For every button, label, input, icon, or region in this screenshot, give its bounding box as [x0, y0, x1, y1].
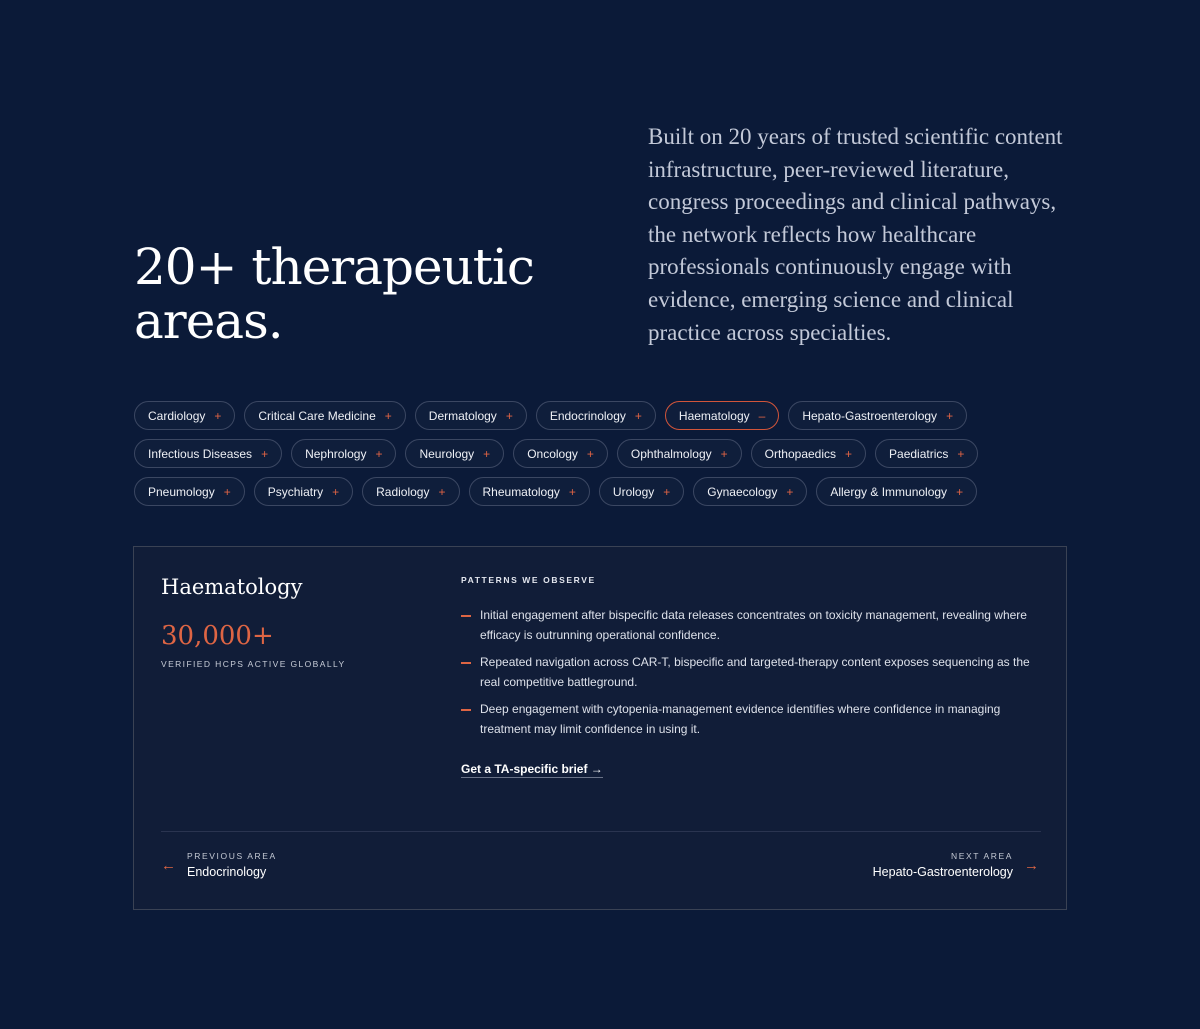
- patterns-title: PATTERNS WE OBSERVE: [461, 575, 596, 585]
- plus-icon: +: [663, 484, 671, 499]
- chip-label: Dermatology: [428, 408, 497, 423]
- chip-orthopaedics[interactable]: [751, 439, 866, 468]
- pattern-item: [461, 653, 1041, 692]
- hcp-count: 30,000+: [161, 621, 274, 651]
- chip-dermatology[interactable]: [415, 401, 527, 430]
- dash-icon: [461, 662, 471, 664]
- chip-label: Cardiology: [148, 408, 206, 423]
- chip-infectious-diseases[interactable]: [134, 439, 282, 468]
- plus-icon: +: [586, 446, 594, 461]
- get-brief-link[interactable]: Get a TA-specific brief →: [461, 762, 603, 776]
- dash-icon: [461, 615, 471, 617]
- chip-label: Ophthalmology: [630, 446, 712, 461]
- chip-cardiology[interactable]: [134, 401, 235, 430]
- chip-label: Neurology: [419, 446, 475, 461]
- plus-icon: +: [946, 408, 954, 423]
- chip-label: Rheumatology: [482, 484, 560, 499]
- section-heading: 20+ therapeutic areas.: [134, 238, 534, 350]
- chip-rheumatology[interactable]: [469, 477, 590, 506]
- plus-icon: +: [845, 446, 853, 461]
- chip-label: Haematology: [678, 408, 750, 423]
- chip-row: [134, 401, 1074, 430]
- chip-label: Pneumology: [148, 484, 215, 499]
- plus-icon: +: [384, 408, 392, 423]
- chip-endocrinology[interactable]: [536, 401, 656, 430]
- area-title: Haematology: [161, 575, 303, 599]
- chip-hepato-gastroenterology[interactable]: [788, 401, 967, 430]
- chip-label: Radiology: [376, 484, 430, 499]
- previous-area-text: [187, 851, 277, 879]
- chip-pneumology[interactable]: [134, 477, 245, 506]
- plus-icon: +: [261, 446, 269, 461]
- chip-label: Orthopaedics: [764, 446, 837, 461]
- plus-icon: +: [375, 446, 383, 461]
- next-area-name: Hepato-Gastroenterology: [872, 865, 1013, 879]
- chip-gynaecology[interactable]: [693, 477, 807, 506]
- chip-psychiatry[interactable]: [254, 477, 353, 506]
- therapeutic-area-chips: [134, 401, 1074, 515]
- pattern-item: [461, 606, 1041, 645]
- chip-urology[interactable]: [599, 477, 684, 506]
- hcp-count-label: VERIFIED HCPS ACTIVE GLOBALLY: [161, 659, 346, 669]
- chip-label: Allergy & Immunology: [830, 484, 948, 499]
- plus-icon: +: [505, 408, 513, 423]
- chip-label: Gynaecology: [707, 484, 778, 499]
- chip-label: Hepato-Gastroenterology: [802, 408, 938, 423]
- previous-area-name: Endocrinology: [187, 865, 267, 879]
- arrow-left-icon: ←: [161, 856, 176, 874]
- chip-label: Paediatrics: [889, 446, 949, 461]
- plus-icon: +: [957, 446, 965, 461]
- pattern-item: [461, 700, 1041, 739]
- chip-ophthalmology[interactable]: [617, 439, 742, 468]
- plus-icon: +: [483, 446, 491, 461]
- chip-label: Psychiatry: [267, 484, 324, 499]
- plus-icon: +: [438, 484, 446, 499]
- chip-label: Nephrology: [305, 446, 367, 461]
- chip-row: [134, 439, 1074, 468]
- plus-icon: +: [720, 446, 728, 461]
- chip-critical-care-medicine[interactable]: [244, 401, 405, 430]
- plus-icon: +: [634, 408, 642, 423]
- pattern-text: Repeated navigation across CAR-T, bispecific and targeted-therapy content exposes sequencing as the real competitive battleground.: [480, 655, 1030, 689]
- dash-icon: [461, 709, 471, 711]
- plus-icon: +: [956, 484, 964, 499]
- plus-icon: +: [332, 484, 340, 499]
- plus-icon: +: [223, 484, 231, 499]
- plus-icon: +: [568, 484, 576, 499]
- next-area-label: NEXT AREA: [951, 851, 1013, 861]
- plus-icon: +: [786, 484, 794, 499]
- chip-neurology[interactable]: [405, 439, 504, 468]
- pattern-text: Initial engagement after bispecific data releases concentrates on toxicity management, revealing where efficacy is outrunning operational confidence.: [480, 608, 1027, 642]
- chip-label: Critical Care Medicine: [258, 408, 376, 423]
- intro-paragraph: Built on 20 years of trusted scientific content infrastructure, peer-reviewed literature, congress proceedings and clinical pathways, the network reflects how healthcare professionals continuously engage with evidence, emerging science and clinical practice across specialties.: [648, 124, 1063, 345]
- minus-icon: –: [758, 408, 766, 423]
- chip-haematology[interactable]: [665, 401, 779, 430]
- chip-row: [134, 477, 1074, 506]
- plus-icon: +: [214, 408, 222, 423]
- chip-paediatrics[interactable]: [875, 439, 978, 468]
- chip-label: Urology: [612, 484, 655, 499]
- divider: [161, 831, 1041, 832]
- next-area-button[interactable]: [873, 851, 1039, 879]
- patterns-list: [461, 606, 1041, 747]
- chip-label: Infectious Diseases: [148, 446, 253, 461]
- chip-allergy-immunology[interactable]: [816, 477, 977, 506]
- chip-label: Oncology: [527, 446, 578, 461]
- area-detail-panel: [133, 546, 1067, 910]
- pattern-text: Deep engagement with cytopenia-management evidence identifies where confidence in managing treatment may limit confidence in using it.: [480, 702, 1001, 736]
- chip-nephrology[interactable]: [291, 439, 396, 468]
- chip-label: Endocrinology: [549, 408, 626, 423]
- previous-area-button[interactable]: [161, 851, 277, 879]
- previous-area-label: PREVIOUS AREA: [187, 851, 277, 861]
- chip-radiology[interactable]: [362, 477, 459, 506]
- chip-oncology[interactable]: [513, 439, 608, 468]
- next-area-text: [873, 851, 1013, 879]
- arrow-right-icon: →: [1024, 856, 1039, 874]
